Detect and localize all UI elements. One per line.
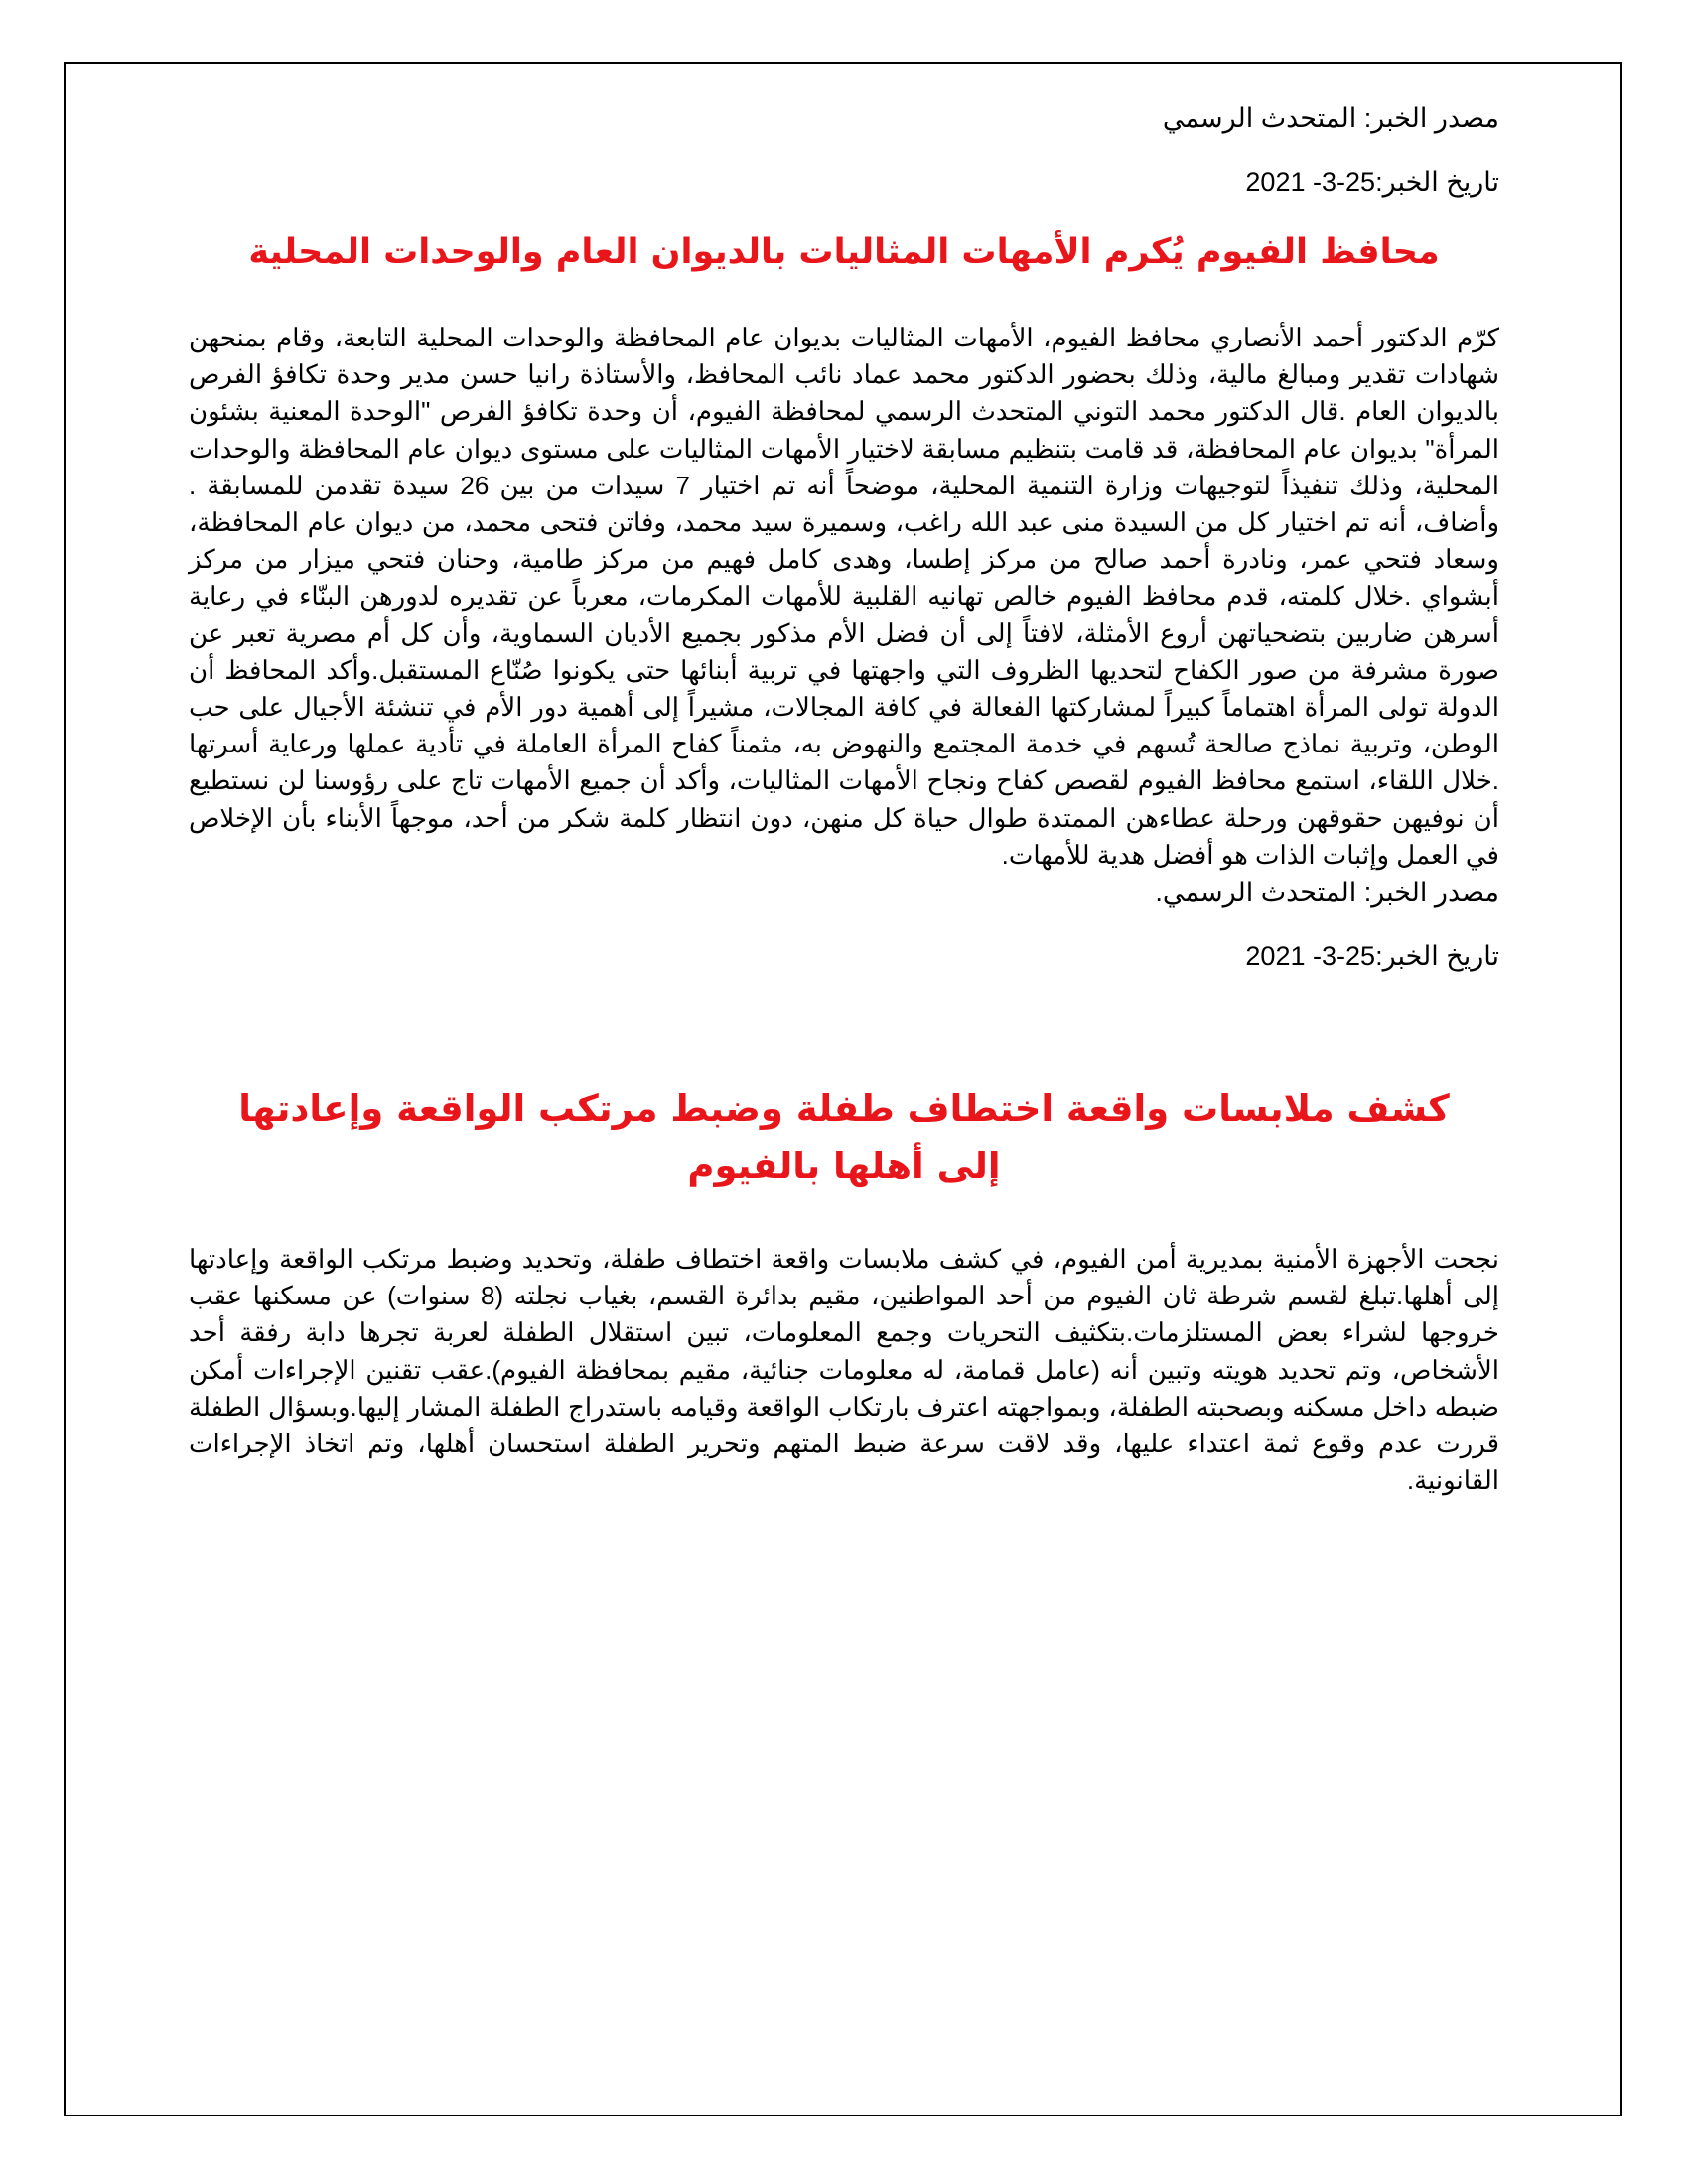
article-headline: كشف ملابسات واقعة اختطاف طفلة وضبط مرتكب الواقعة وإعادتها إلى أهلها بالفيوم [238,1087,1450,1188]
trailing-news-date-label: تاريخ الخبر:25-3- 2021 [1245,941,1499,972]
trailing-news-source-label: مصدر الخبر: المتحدث الرسمي. [1155,878,1499,908]
news-source-label: مصدر الخبر: المتحدث الرسمي [1162,103,1499,133]
article-child-kidnapping [189,1080,1499,1499]
article-governor-honors-mothers [189,99,1499,975]
article-headline: محافظ الفيوم يُكرم الأمهات المثاليات بالديوان العام والوحدات المحلية [248,232,1440,272]
document-content [189,99,1499,1499]
article-body: نجحت الأجهزة الأمنية بمديرية أمن الفيوم، في كشف ملابسات واقعة اختطاف طفلة، وتحديد وضبط مرتكب الواقعة وإعادتها إلى أهلها.تبلغ لقسم شرطة ثان الفيوم من أحد المواطنين، مقيم بدائرة القسم، بغياب نجلته (8 سنوات) عن مسكنها عقب خروجها لشراء بعض المستلزمات.بتكثيف التحريات وجمع المعلومات، تبين استقلال الطفلة لعربة تجرها دابة رفقة أحد الأشخاص، وتم تحديد هويته وتبين أنه (عامل قمامة، له معلومات جنائية، مقيم بمحافظة الفيوم).عقب تقنين الإجراءات أمكن ضبطه داخل مسكنه وبصحبته الطفلة، وبمواجهته اعترف بارتكاب الواقعة وقيامه باستدراج الطفلة المشار إليها.وبسؤال الطفلة قررت عدم وقوع ثمة اعتداء عليها، وقد لاقت سرعة ضبط المتهم وتحرير الطفلة استحسان أهلها، وتم اتخاذ الإجراءات القانونية. [189,1244,1499,1496]
news-date-label: تاريخ الخبر:25-3- 2021 [1245,167,1499,197]
article-body: كرّم الدكتور أحمد الأنصاري محافظ الفيوم، الأمهات المثاليات بديوان عام المحافظة والوحدات المحلية التابعة، وقام بمنحهن شهادات تقدير ومبالغ مالية، وذلك بحضور الدكتور محمد عماد نائب المحافظ، والأستاذة رانيا حسن مدير وحدة تكافؤ الفرص بالديوان العام .قال الدكتور محمد التوني المتحدث الرسمي لمحافظة الفيوم، أن وحدة تكافؤ الفرص "الوحدة المعنية بشئون المرأة" بديوان عام المحافظة، قد قامت بتنظيم مسابقة لاختيار الأمهات المثاليات على مستوى ديوان عام المحافظة والوحدات المحلية، وذلك تنفيذاً لتوجيهات وزارة التنمية المحلية، موضحاً أنه تم اختيار 7 سيدات من بين 26 سيدة تقدمن للمسابقة . وأضاف، أنه تم اختيار كل من السيدة منى عبد الله راغب، وسميرة سيد محمد، وفاتن فتحى محمد، من ديوان عام المحافظة، وسعاد فتحي عمر، ونادرة أحمد صالح من مركز إطسا، وهدى كامل فهيم من مركز طامية، وحنان فتحي ميزار من مركز أبشواي .خلال كلمته، قدم محافظ الفيوم خالص تهانيه القلبية للأمهات المكرمات، معرباً عن تقديره لدورهن البنّاء في رعاية أسرهن ضاربين بتضحياتهن أروع الأمثلة، لافتاً إلى أن فضل الأم مذكور بجميع الأديان السماوية، وأن كل أم مصرية تعبر عن صورة مشرفة من صور الكفاح لتحديها الظروف التي واجهتها في تربية أبنائها حتى يكونوا صُنّاع المستقبل.وأكد المحافظ أن الدولة تولى المرأة اهتماماً كبيراً لمشاركتها الفعالة في كافة المجالات، مشيراً إلى أهمية دور الأم في تنشئة الأجيال على حب الوطن، وتربية نماذج صالحة تُسهم في خدمة المجتمع والنهوض به، مثمناً كفاح المرأة العاملة في تأدية عملها ورعاية أسرتها .خلال اللقاء، استمع محافظ الفيوم لقصص كفاح ونجاح الأمهات المثاليات، وأكد أن جميع الأمهات تاج على رؤوسنا لن نستطيع أن نوفيهن حقوقهن ورحلة عطاءهن الممتدة طوال حياة كل منهن، دون انتظار كلمة شكر من أحد، موجهاً الأبناء بأن الإخلاص في العمل وإثبات الذات هو أفضل هدية للأمهات. [189,323,1500,870]
